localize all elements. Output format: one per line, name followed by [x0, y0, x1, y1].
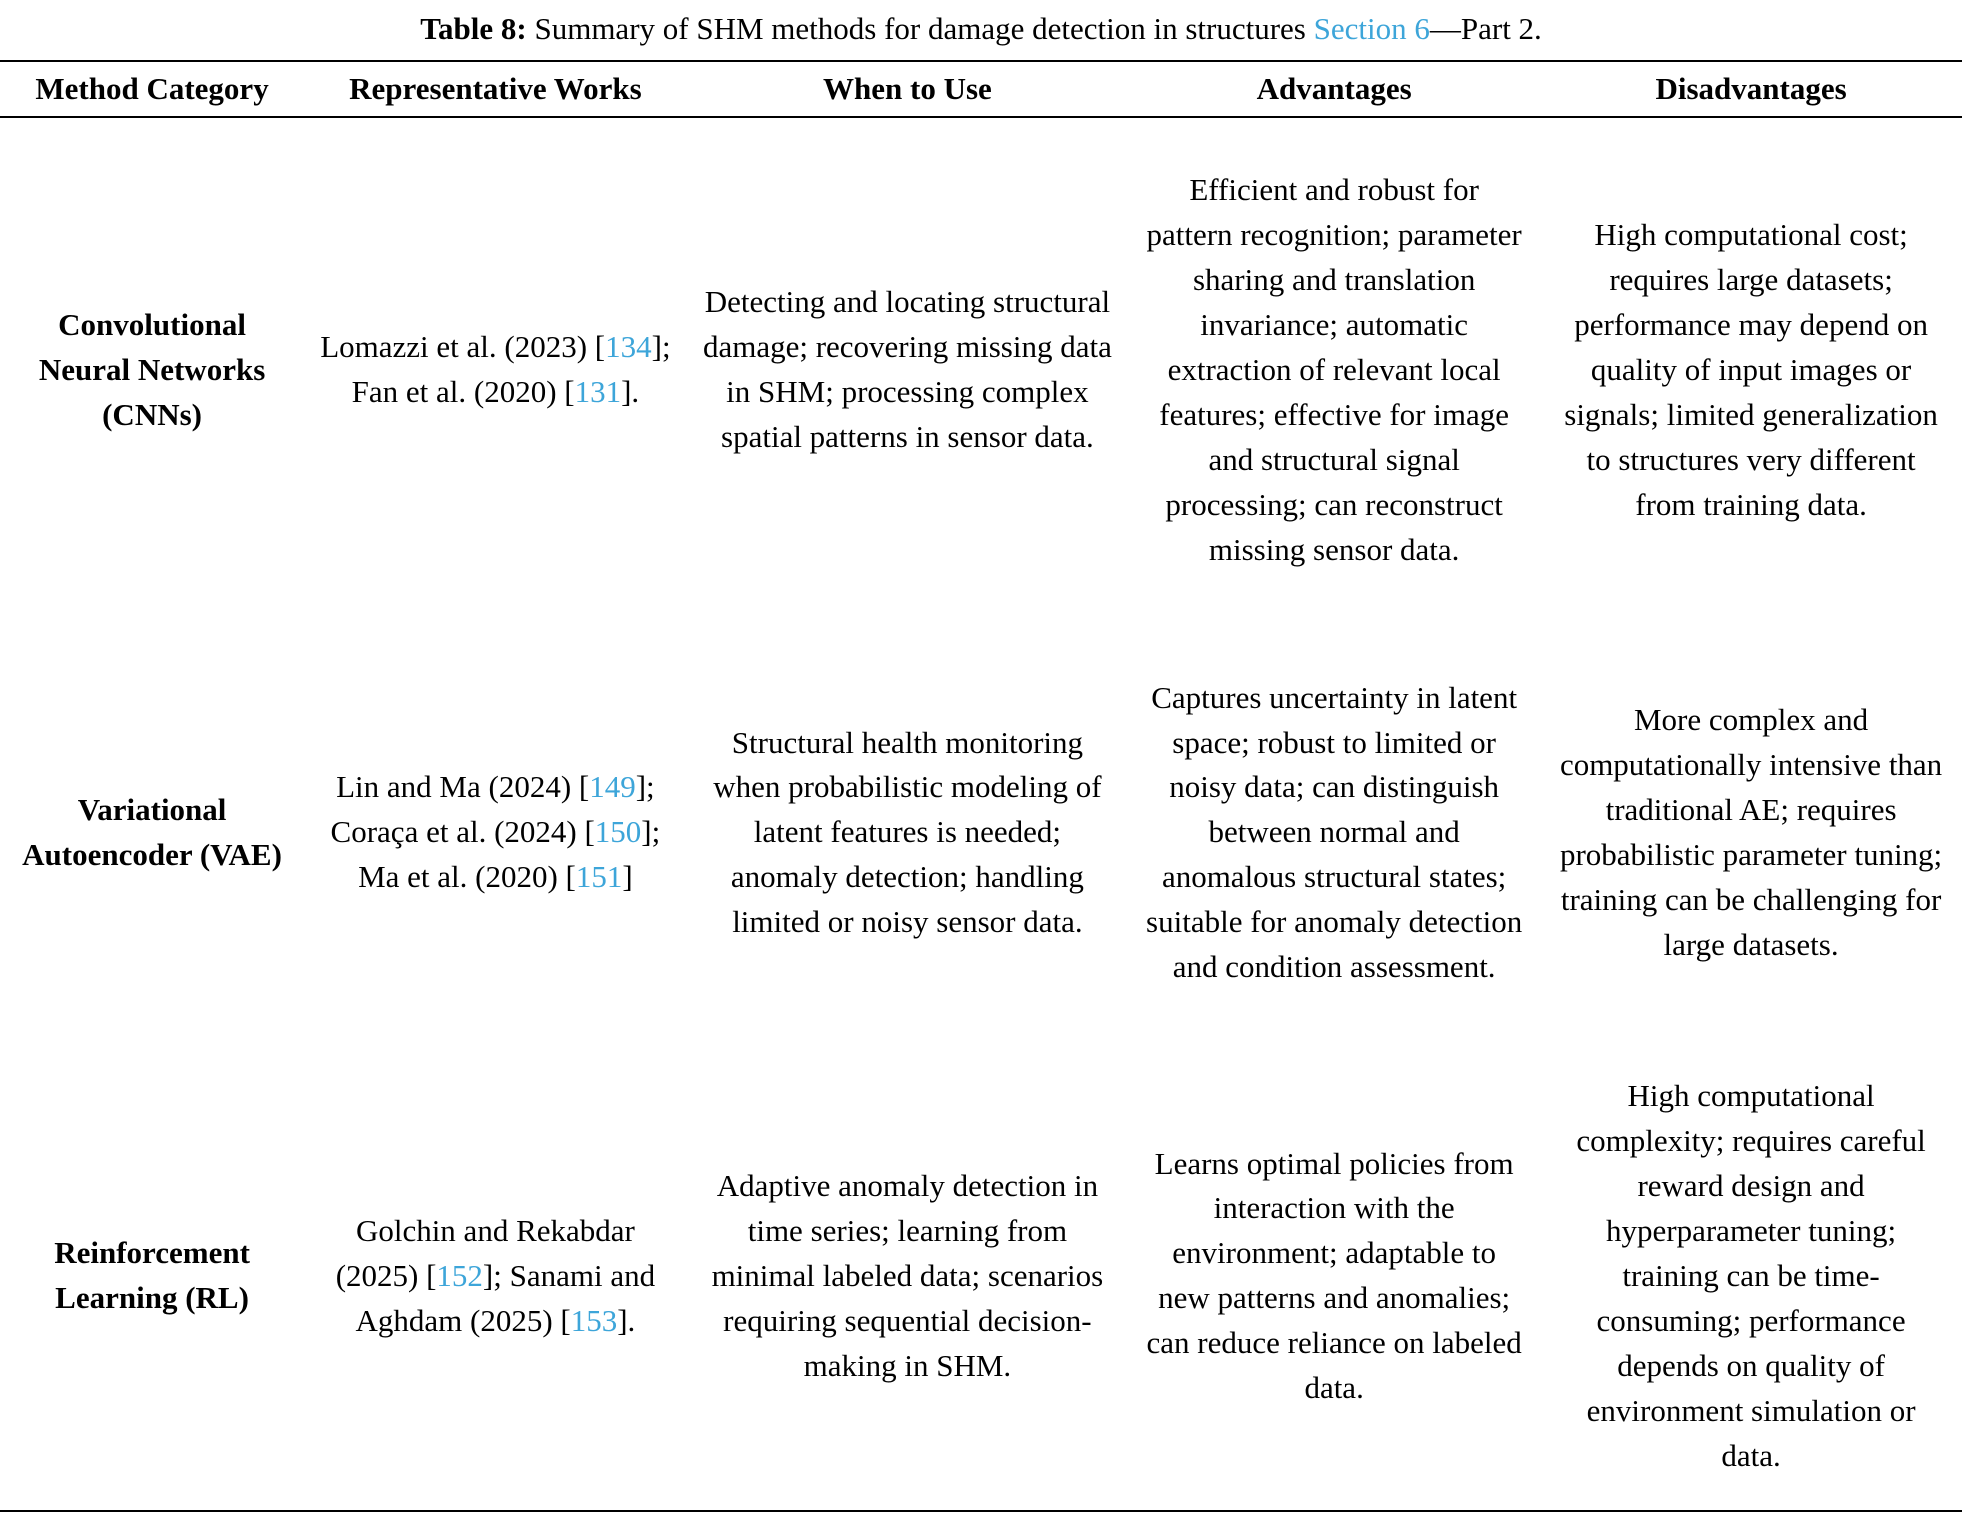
cell-representative-works: [304, 117, 687, 623]
text-segment: Summary of SHM methods for damage detection in structures: [526, 11, 1314, 46]
text-segment: ]: [622, 859, 633, 895]
cell-representative-works: [304, 1043, 687, 1511]
col-header-disadvantages: Disadvantages: [1540, 61, 1962, 117]
text-segment: Lomazzi et al. (2023) [: [320, 329, 606, 365]
table-caption: [0, 0, 1962, 60]
text-segment: Lin and Ma (2024) [: [336, 769, 590, 805]
cell-method-category: Reinforcement Learning (RL): [54, 1235, 250, 1316]
col-header-when-to-use: When to Use: [687, 61, 1128, 117]
cell-advantages: Captures uncertainty in latent space; robust to limited or noisy data; can distinguish between normal and anomalous structural states; suitable for anomaly detection and condition assessment.: [1146, 679, 1523, 985]
inline-link[interactable]: 152: [436, 1257, 483, 1293]
inline-link[interactable]: 150: [594, 814, 642, 850]
text-segment: ]; Sanami and Aghdam (2025) [: [355, 1257, 656, 1338]
col-header-advantages: Advantages: [1128, 61, 1540, 117]
text-segment: ].: [621, 374, 640, 410]
text-segment: ]; Coraça et al. (2024) [: [330, 769, 655, 850]
cell-disadvantages: More complex and computationally intensive than traditional AE; requires probabilistic parameter tuning; training can be challenging for large datasets.: [1559, 702, 1943, 962]
inline-link[interactable]: 134: [605, 329, 652, 365]
cell-disadvantages: High computational complexity; requires careful reward design and hyperparameter tuning; training can be time-consuming; performance depends on quality of environment simulation or data.: [1576, 1078, 1926, 1473]
text-segment: Golchin and Rekabdar (2025) [: [335, 1212, 635, 1293]
text-segment: —Part 2.: [1429, 11, 1542, 46]
cell-when-to-use: Detecting and locating structural damage; recovering missing data in SHM; processing complex spatial patterns in sensor data.: [702, 284, 1112, 455]
cell-advantages: Learns optimal policies from interaction with the environment; adaptable to new patterns and anomalies; can reduce reliance on labeled data.: [1146, 1145, 1522, 1406]
inline-link[interactable]: 153: [570, 1302, 618, 1338]
text-segment: Table 8:: [420, 11, 527, 46]
inline-link[interactable]: 131: [574, 374, 622, 410]
cell-representative-works: [304, 623, 687, 1043]
cell-when-to-use: Structural health monitoring when probabilistic modeling of latent features is needed; anomaly detection; handling limited or noisy sensor data.: [713, 724, 1102, 940]
inline-link[interactable]: 149: [589, 769, 636, 805]
cell-when-to-use: Adaptive anomaly detection in time series; learning from minimal labeled data; scenarios requiring sequential decision-making in SHM.: [711, 1168, 1104, 1383]
cell-disadvantages: High computational cost; requires large datasets; performance may depend on quality of input images or signals; limited generalization to structures very different from training data.: [1564, 217, 1938, 522]
col-header-representative-works: Representative Works: [304, 61, 687, 117]
text-segment: ].: [617, 1302, 636, 1338]
col-header-method-category: Method Category: [0, 61, 304, 117]
table-row-vae: [0, 623, 1962, 1043]
cell-method-category: Convolutional Neural Networks (CNNs): [38, 306, 266, 432]
inline-link[interactable]: 151: [575, 859, 623, 895]
table-header-row: [0, 61, 1962, 117]
text-segment: ]; Ma et al. (2020) [: [358, 814, 661, 895]
table-row-rl: [0, 1043, 1962, 1511]
inline-link[interactable]: Section 6: [1313, 11, 1430, 46]
table-row-cnn: [0, 117, 1962, 623]
text-segment: ]; Fan et al. (2020) [: [351, 329, 671, 410]
cell-advantages: Efficient and robust for pattern recognition; parameter sharing and translation invariance; automatic extraction of relevant local features; effective for image and structural signal processing; can reconstruct missing sensor data.: [1146, 172, 1522, 567]
shm-methods-table: [0, 60, 1962, 1512]
cell-method-category: Variational Autoencoder (VAE): [22, 791, 282, 872]
